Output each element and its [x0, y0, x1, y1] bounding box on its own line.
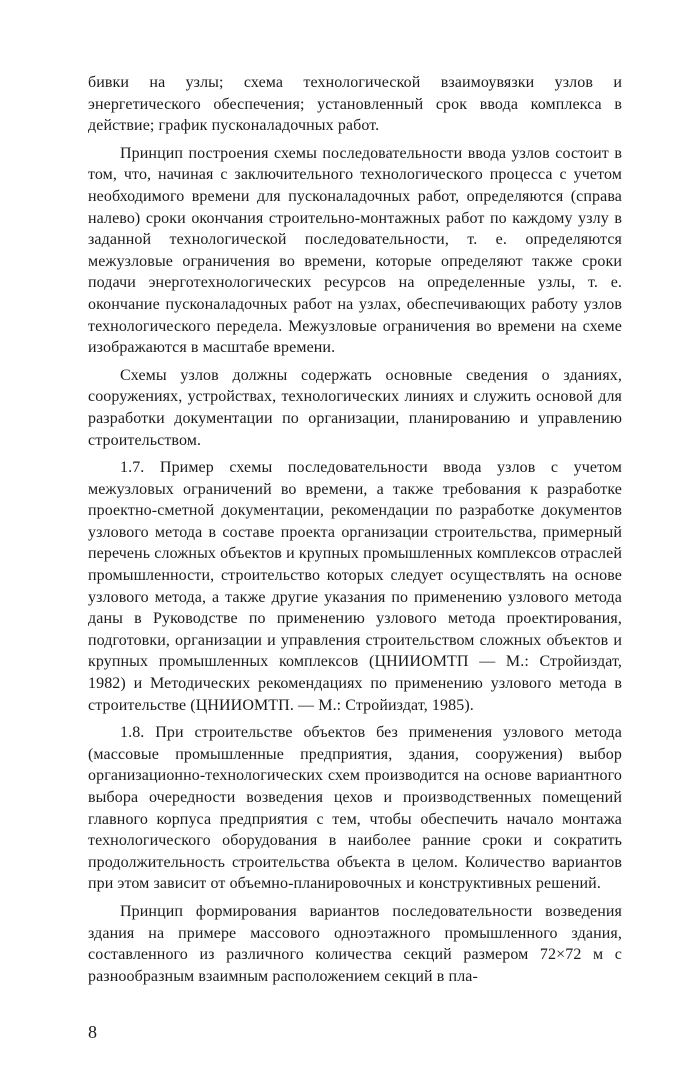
page-number: 8	[88, 1022, 97, 1042]
paragraph-continuation: бивки на узлы; схема технологической взаимоувязки узлов и энергетического обеспечения; установленный срок ввода комплекса в действие; график пусконаладочных работ.	[88, 74, 622, 135]
paragraph-variants: Принцип формирования вариантов последовательности возведения здания на примере массового одноэтажного промышленного здания, составленного из различного количества секций размером 72×72 м с разнообразным взаимным расположением секций в пла-	[88, 902, 622, 985]
paragraph-section-1-8: 1.8. При строительстве объектов без применения узлового метода (массовые промышленные предприятия, здания, сооружения) выбор организационно-технологических схем производится на основе вариантного выбора очередности возведения цехов и производственных помещений главного корпуса предприятия с тем, чтобы обеспечить начало монтажа технологического оборудования в наиболее ранние сроки и сократить продолжительность строительства объекта в целом. Количество вариантов при этом зависит от объемно-планировочных и конструктивных решений.	[88, 724, 622, 893]
paragraph-section-1-7: 1.7. Пример схемы последовательности ввода узлов с учетом межузловых ограничений во времени, а также требования к разработке проектно-сметной документации, рекомендации по разработке документов узлового метода в составе проекта организации строительства, примерный перечень сложных объектов и крупных промышленных комплексов отраслей промышленности, строительство которых следует осуществлять на основе узлового метода, а также другие указания по применению узлового метода даны в Руководстве по применению узлового метода проектирования, подготовки, организации и управления строительством сложных объектов и крупных промышленных комплексов (ЦНИИОМТП — М.: Стройиздат, 1982) и Методических рекомендациях по применению узлового метода в строительстве (ЦНИИОМТП. — М.: Стройиздат, 1985).	[88, 459, 622, 714]
body-text	[88, 72, 622, 987]
paragraph-node-schemes: Схемы узлов должны содержать основные сведения о зданиях, сооружениях, устройствах, технологических линиях и служить основой для разработки документации по организации, планированию и управлению строительством.	[88, 366, 622, 449]
paragraph-principle: Принцип построения схемы последовательности ввода узлов состоит в том, что, начиная с заключительного технологического процесса с учетом необходимого времени для пусконаладочных работ, определяются (справа налево) сроки окончания строительно-монтажных работ по каждому узлу в заданной технологической последовательности, т. е. определяются межузловые ограничения во времени, которые определяют также сроки подачи энерготехнологических ресурсов на определенные узлы, т. е. окончание пусконаладочных работ на узлах, обеспечивающих работу узлов технологического передела. Межузловые ограничения во времени на схеме изображаются в масштабе времени.	[88, 144, 622, 357]
